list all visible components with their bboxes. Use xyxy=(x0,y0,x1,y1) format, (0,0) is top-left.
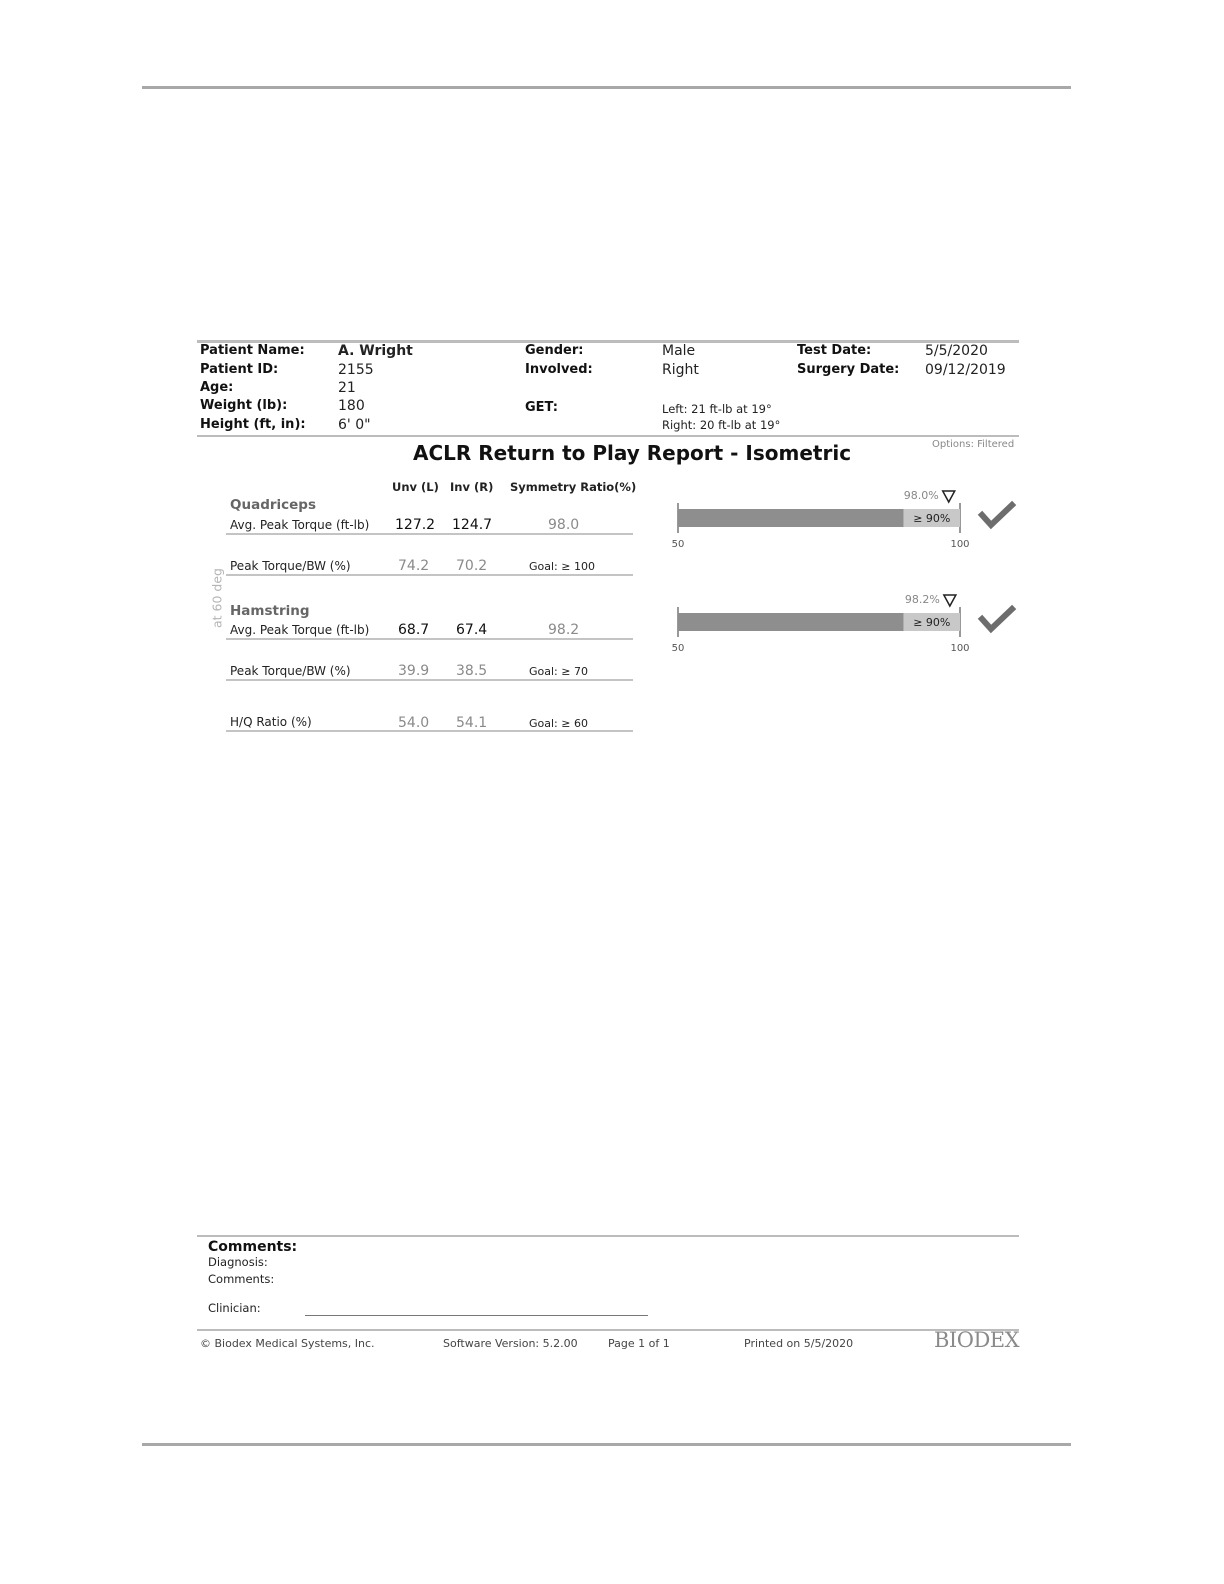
col-sym-header: Symmetry Ratio(%) xyxy=(510,480,637,494)
ham-avg-peak-inv: 67.4 xyxy=(456,622,488,638)
ham-tick-min: 50 xyxy=(671,643,685,654)
report-title: ACLR Return to Play Report - Isometric xyxy=(413,441,852,465)
angle-side-label: at 60 deg xyxy=(209,568,225,628)
quadriceps-title: Quadriceps xyxy=(230,497,317,513)
get-left: Left: 21 ft-lb at 19° xyxy=(662,402,772,416)
get-label: GET: xyxy=(525,400,558,415)
page-top-rule xyxy=(142,86,1071,89)
quad-symmetry-svg xyxy=(660,485,1030,555)
hq-ratio-goal: Goal: ≥ 60 xyxy=(529,717,588,730)
quad-avg-peak-label: Avg. Peak Torque (ft-lb) xyxy=(230,518,370,532)
gender-label: Gender: xyxy=(525,343,584,358)
test-date: 5/5/2020 xyxy=(925,343,988,359)
hq-ratio-unv: 54.0 xyxy=(398,715,430,731)
hq-ratio-inv: 54.1 xyxy=(456,715,488,731)
quad-value-bar xyxy=(678,509,904,527)
hamstring-title: Hamstring xyxy=(230,603,310,619)
weight: 180 xyxy=(338,398,365,414)
quad-avg-peak-inv: 124.7 xyxy=(452,517,493,533)
quad-check-icon xyxy=(982,505,1012,525)
quad-tick-min: 50 xyxy=(671,539,685,550)
quad-avg-peak-unv: 127.2 xyxy=(395,517,436,533)
row-divider xyxy=(226,533,633,535)
page-number: Page 1 of 1 xyxy=(608,1337,670,1350)
row-divider xyxy=(226,730,633,732)
hq-ratio-label: H/Q Ratio (%) xyxy=(230,715,312,729)
row-divider xyxy=(226,679,633,681)
col-inv-header: Inv (R) xyxy=(450,480,494,494)
diagnosis-label: Diagnosis: xyxy=(208,1255,268,1269)
clinician-signature-line xyxy=(305,1315,648,1316)
gender: Male xyxy=(662,343,696,359)
comments-label: Comments: xyxy=(208,1272,275,1286)
footer-top-rule xyxy=(197,1329,1019,1331)
quad-threshold-label: ≥ 90% xyxy=(913,512,951,525)
test-date-label: Test Date: xyxy=(797,343,872,358)
printed-date: Printed on 5/5/2020 xyxy=(744,1337,854,1350)
ham-symmetry: 98.2 xyxy=(548,622,580,638)
software-version: Software Version: 5.2.00 xyxy=(443,1337,578,1350)
row-divider xyxy=(226,574,633,576)
ham-peak-bw-goal: Goal: ≥ 70 xyxy=(529,665,588,678)
quad-peak-bw-goal: Goal: ≥ 100 xyxy=(529,560,595,573)
quad-symmetry-chart xyxy=(660,485,1030,555)
col-unv-header: Unv (L) xyxy=(392,480,439,494)
ham-value-label: 98.2% xyxy=(904,593,940,606)
quad-peak-bw-label: Peak Torque/BW (%) xyxy=(230,559,351,573)
age: 21 xyxy=(338,380,356,396)
weight-label: Weight (lb): xyxy=(200,398,288,413)
ham-avg-peak-label: Avg. Peak Torque (ft-lb) xyxy=(230,623,370,637)
clinician-label: Clinician: xyxy=(208,1301,261,1315)
patient-id-label: Patient ID: xyxy=(200,362,279,377)
ham-peak-bw-label: Peak Torque/BW (%) xyxy=(230,664,351,678)
copyright: © Biodex Medical Systems, Inc. xyxy=(200,1337,375,1350)
height-label: Height (ft, in): xyxy=(200,417,306,432)
ham-value-marker xyxy=(944,595,956,606)
ham-value-bar xyxy=(678,613,904,631)
age-label: Age: xyxy=(200,380,234,395)
options-label: Options: Filtered xyxy=(932,439,1015,450)
header-top-rule xyxy=(197,340,1019,343)
ham-peak-bw-unv: 39.9 xyxy=(398,663,430,679)
header-bottom-rule xyxy=(197,435,1019,437)
row-divider xyxy=(226,638,633,640)
ham-tick-max: 100 xyxy=(950,643,970,654)
ham-peak-bw-inv: 38.5 xyxy=(456,663,488,679)
quad-peak-bw-unv: 74.2 xyxy=(398,558,430,574)
get-right: Right: 20 ft-lb at 19° xyxy=(662,418,781,432)
biodex-logo: BIODEX xyxy=(934,1328,1020,1352)
height: 6' 0" xyxy=(338,417,371,433)
quad-value-marker xyxy=(943,491,955,502)
patient-name: A. Wright xyxy=(338,343,413,359)
surgery-date: 09/12/2019 xyxy=(925,362,1006,378)
comments-top-rule xyxy=(197,1235,1019,1237)
quad-symmetry: 98.0 xyxy=(548,517,580,533)
patient-name-label: Patient Name: xyxy=(200,343,305,358)
page-bottom-rule xyxy=(142,1443,1071,1446)
ham-check-icon xyxy=(982,609,1012,629)
quad-tick-max: 100 xyxy=(950,539,970,550)
involved: Right xyxy=(662,362,699,378)
patient-id: 2155 xyxy=(338,362,374,378)
ham-threshold-label: ≥ 90% xyxy=(913,616,951,629)
quad-peak-bw-inv: 70.2 xyxy=(456,558,488,574)
ham-symmetry-svg xyxy=(660,589,1030,659)
surgery-date-label: Surgery Date: xyxy=(797,362,900,377)
comments-title: Comments: xyxy=(208,1239,298,1255)
quad-value-label: 98.0% xyxy=(903,489,939,502)
ham-symmetry-chart xyxy=(660,589,1030,659)
ham-avg-peak-unv: 68.7 xyxy=(398,622,430,638)
involved-label: Involved: xyxy=(525,362,593,377)
